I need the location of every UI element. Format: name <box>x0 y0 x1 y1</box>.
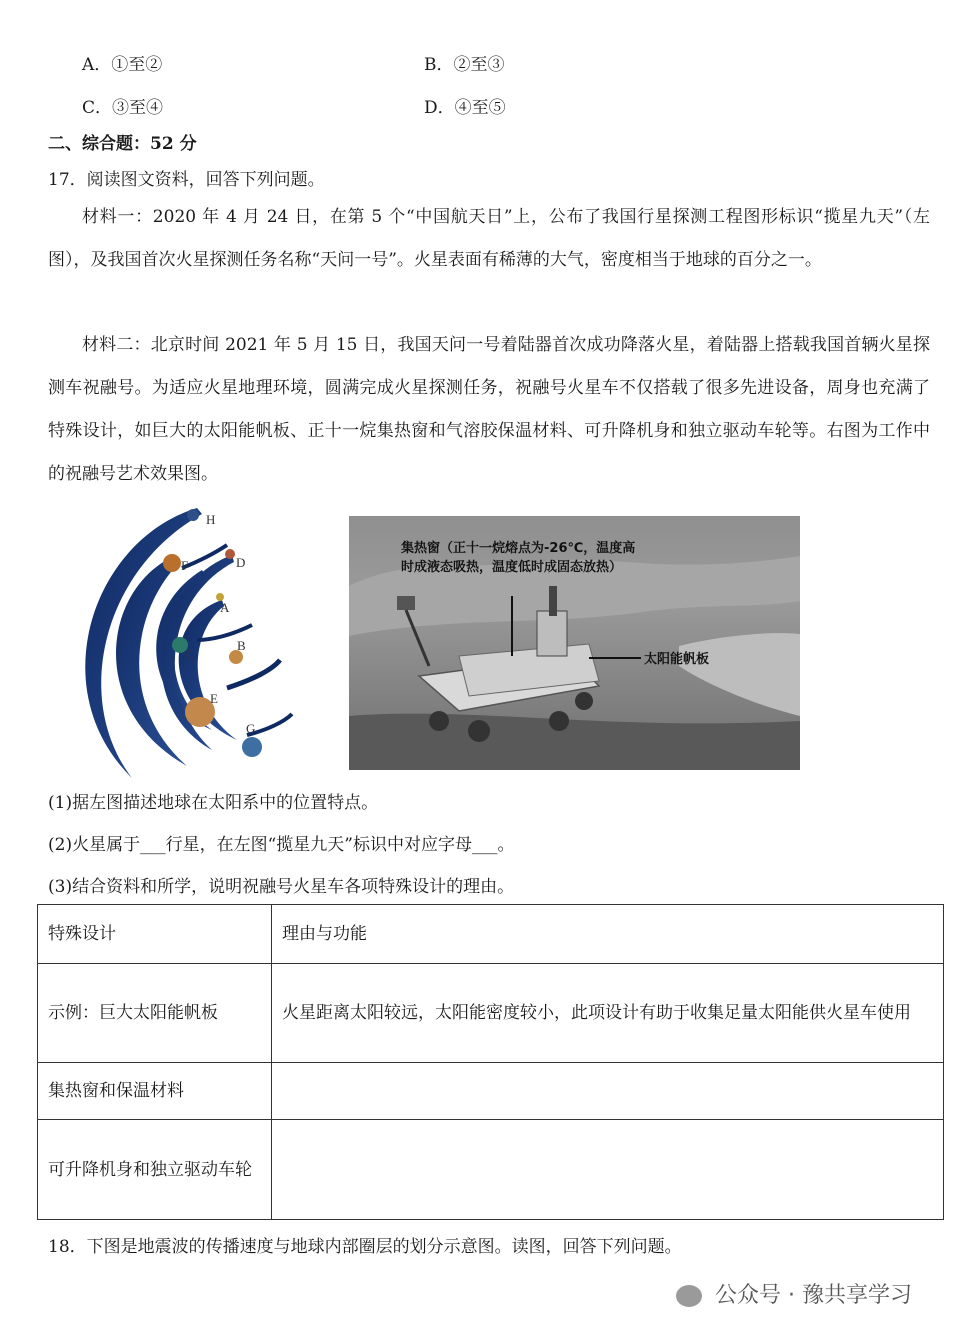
design-table <box>37 904 944 1220</box>
planet-g <box>242 737 262 757</box>
q17-sub2: (2)火星属于___行星，在左图“揽星九天”标识中对应字母___。 <box>48 835 515 855</box>
label-solar-panel: 太阳能帆板 <box>644 652 710 667</box>
table-header-row <box>38 905 944 964</box>
logo-letter-f: F <box>181 558 189 573</box>
planet-h <box>187 509 199 521</box>
planet-f <box>163 554 181 572</box>
wechat-icon <box>676 1285 702 1307</box>
logo-letter-b: B <box>237 638 246 653</box>
table-cell: 火星距离太阳较远，太阳能密度较小，此项设计有助于收集足量太阳能供火星车使用 <box>272 964 944 1063</box>
section-title: 二、综合题：52 分 <box>48 134 197 154</box>
choice-c: C．③至④ <box>82 98 164 118</box>
watermark <box>676 1278 912 1309</box>
table-row <box>38 1120 944 1220</box>
planet-d <box>225 549 235 559</box>
logo-letter-a: A <box>220 600 230 615</box>
watermark-text: 公众号 · 豫共享学习 <box>715 1283 912 1308</box>
q17-stem: 17．阅读图文资料，回答下列问题。 <box>48 170 325 190</box>
logo-letter-h: H <box>206 512 216 527</box>
table-header-cell: 特殊设计 <box>38 905 272 964</box>
choice-a: A．①至② <box>82 55 163 75</box>
rover-photo <box>349 516 800 770</box>
table-cell: 可升降机身和独立驱动车轮 <box>38 1120 272 1220</box>
table-row <box>38 1063 944 1120</box>
table-header-cell: 理由与功能 <box>272 905 944 964</box>
q17-material2: 材料二：北京时间 2021 年 5 月 15 日，我国天问一号着陆器首次成功降落火星，着陆器上搭载我国首辆火星探测车祝融号。为适应火星地理环境，圆满完成火星探测任务，祝融号火星车不仅搭载了很多先进设备，周身也充满了特殊设计，如巨大的太阳能帆板、正十一烷集热窗和气溶胶保温材料、可升降机身和独立驱动车轮等。右图为工作中的祝融号艺术效果图。 <box>48 335 930 484</box>
q17-sub1: (1)据左图描述地球在太阳系中的位置特点。 <box>48 793 379 813</box>
logo-letter-e: E <box>210 691 218 706</box>
label-window-line1: 集热窗（正十一烷熔点为-26℃，温度高 <box>401 541 636 556</box>
q18-stem: 18．下图是地震波的传播速度与地球内部圈层的划分示意图。读图，回答下列问题。 <box>48 1237 682 1257</box>
choice-b: B．②至③ <box>424 55 505 75</box>
label-window-line2: 时成液态吸热，温度低时成固态放热） <box>401 560 623 575</box>
logo-letter-d: D <box>236 555 246 570</box>
table-cell <box>272 1063 944 1120</box>
table-row <box>38 964 944 1063</box>
table-cell: 集热窗和保温材料 <box>38 1063 272 1120</box>
logo-letter-g: G <box>246 721 256 736</box>
choice-d: D．④至⑤ <box>424 98 506 118</box>
q17-material1: 材料一：2020 年 4 月 24 日，在第 5 个“中国航天日”上，公布了我国行星探测工程图形标识“揽星九天”（左图），及我国首次火星探测任务名称“天问一号”。火星表面有稀薄的大气，密度相当于地球的百分之一。 <box>48 207 930 270</box>
logo-letter-c: C <box>186 647 195 662</box>
table-cell <box>272 1120 944 1220</box>
q17-sub3: (3)结合资料和所学，说明祝融号火星车各项特殊设计的理由。 <box>48 877 515 897</box>
logo-figure <box>62 500 302 780</box>
table-cell: 示例：巨大太阳能帆板 <box>38 964 272 1063</box>
lanxing-jiutian-logo <box>62 500 302 780</box>
